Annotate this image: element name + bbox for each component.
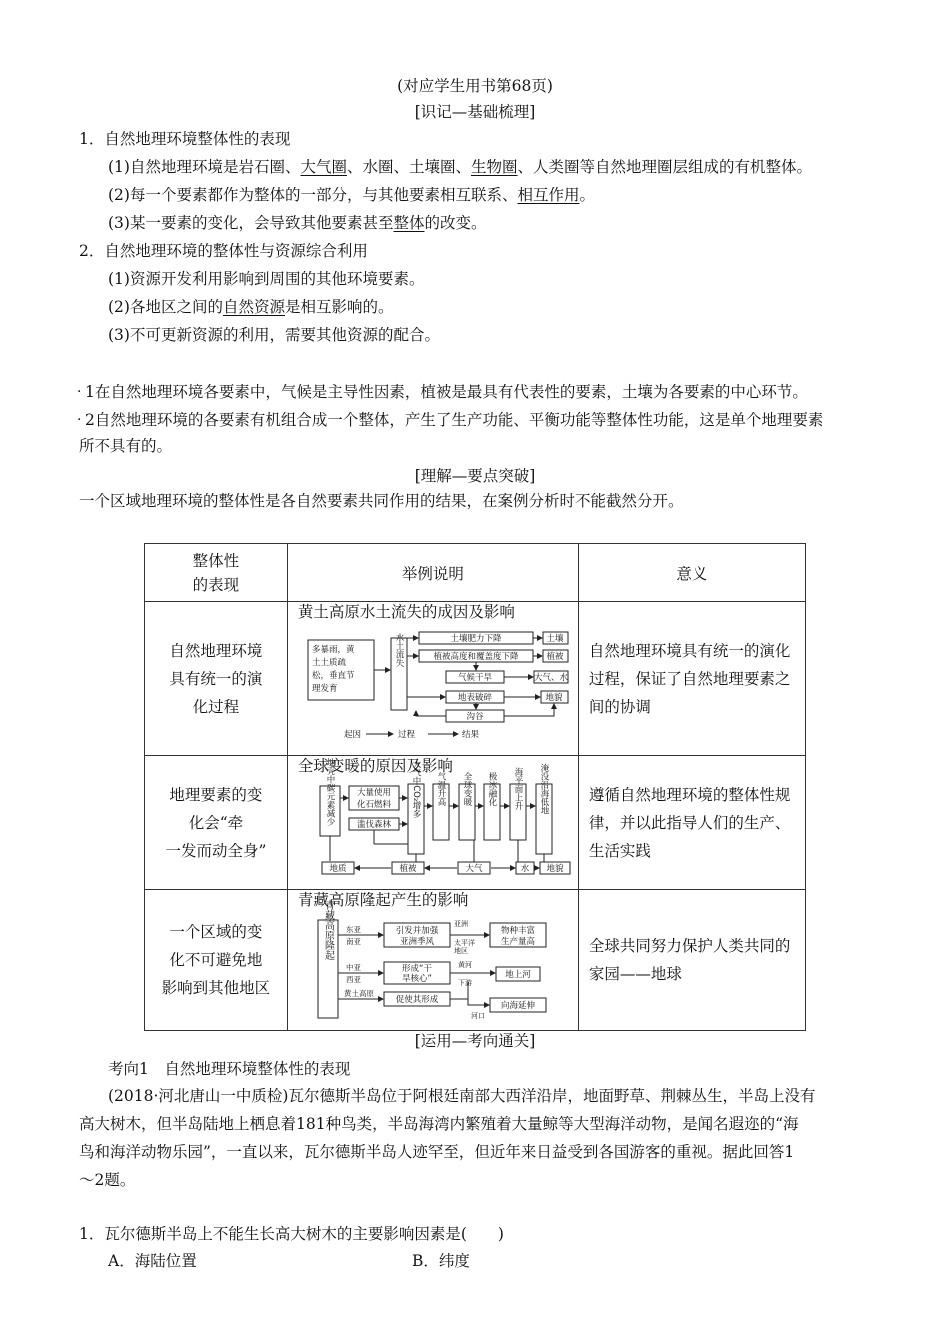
item-2-2: (2)各地区之间的自然资源是相互影响的。 bbox=[108, 298, 394, 316]
diagram-label: 植被 bbox=[399, 864, 417, 874]
soil-erosion-diagram bbox=[288, 602, 578, 755]
diagram-label: 地貌 bbox=[546, 864, 564, 874]
page-reference: (对应学生用书第68页) bbox=[397, 77, 553, 95]
diagram-label: 地区 bbox=[453, 947, 468, 955]
diagram-caption: 黄土高原水土流失的成因及影响 bbox=[297, 603, 515, 621]
diagram-label: 太平洋 bbox=[453, 939, 475, 947]
heading-1: 1．自然地理环境整体性的表现 bbox=[79, 130, 291, 148]
exam-direction-1: 考向1 自然地理环境整体性的表现 bbox=[108, 1060, 351, 1078]
diagram-label: 大气中CO₂增多 bbox=[410, 759, 421, 819]
diagram-label: 东亚 bbox=[345, 925, 361, 934]
item-2-1: (1)资源开发利用影响到周围的其他环境要素。 bbox=[108, 270, 425, 288]
diagram-label: 向海延伸 bbox=[500, 1001, 535, 1011]
passage-line: (2018·河北唐山一中质检)瓦尔德斯半岛位于阿根廷南部大西洋沿岸，地面野草、荆棘丛生，半岛上没有 bbox=[108, 1087, 816, 1105]
passage-line: 高大树木，但半岛陆地上栖息着181种鸟类，半岛海湾内繁殖着大量鲸等大型海洋动物，是闻名遐迩的“海 bbox=[79, 1115, 799, 1133]
diagram-label: 大量使用 bbox=[356, 788, 391, 798]
table-example-cell bbox=[287, 756, 578, 890]
tibet-uplift-diagram bbox=[288, 890, 578, 1030]
diagram-label: 植被 bbox=[546, 652, 564, 662]
item-1-3: (3)某一要素的变化，会导致其他要素甚至整体的改变。 bbox=[108, 214, 487, 232]
diagram-label: 水土流失 bbox=[393, 633, 404, 667]
section-title-apply: [运用—考向通关] bbox=[414, 1032, 536, 1050]
table-row-label: 自然地理环境 具有统一的演 化过程 bbox=[145, 602, 288, 756]
diagram-label: 青藏高原隆起 bbox=[322, 900, 334, 960]
diagram-label: 松，垂直节 bbox=[311, 671, 355, 681]
diagram-label: 极冰融化 bbox=[486, 772, 497, 806]
question-1: 1．瓦尔德斯半岛上不能生长高大树木的主要影响因素是( ) bbox=[79, 1225, 504, 1243]
table-header-cell: 整体性 的表现 bbox=[145, 544, 288, 602]
diagram-label: 地壳中碳元素减少 bbox=[324, 758, 335, 826]
diagram-label: 气候干旱 bbox=[457, 673, 492, 683]
table-meaning-cell: 遵循自然地理环境的整体性规律，并以此指导人们的生产、生活实践 bbox=[578, 756, 805, 890]
passage-line: 鸟和海洋动物乐园”，一直以来，瓦尔德斯半岛人迹罕至，但近年来日益受到各国游客的重视。据此回答1 bbox=[79, 1143, 795, 1161]
diagram-label: 中亚 bbox=[345, 963, 361, 972]
diagram-label: 生产量高 bbox=[500, 937, 535, 947]
diagram-label: 地貌 bbox=[545, 693, 563, 703]
diagram-label: 滥伐森林 bbox=[356, 820, 391, 830]
diagram-label: 亚洲 bbox=[453, 920, 468, 928]
diagram-legend: 起因 bbox=[343, 730, 361, 740]
diagram-label: 大气、水 bbox=[533, 673, 568, 683]
diagram-label: 海平面上升 bbox=[512, 767, 523, 811]
item-2-3: (3)不可更新资源的利用，需要其他资源的配合。 bbox=[108, 326, 440, 344]
section-title-memorize: [识记—基础梳理] bbox=[414, 103, 536, 121]
diagram-label: 促使其形成 bbox=[395, 995, 439, 1005]
table-row-label: 一个区域的变 化不可避免地 影响到其他地区 bbox=[145, 890, 288, 1031]
diagram-caption: 青藏高原隆起产生的影响 bbox=[297, 891, 469, 909]
diagram-label: 旱核心” bbox=[401, 974, 432, 984]
diagram-label: 理发育 bbox=[311, 684, 338, 694]
table-header-cell: 意义 bbox=[578, 544, 805, 602]
note-2: 2自然地理环境的各要素有机组合成一个整体，产生了生产功能、平衡功能等整体性功能，这是单个地理要素 bbox=[85, 411, 824, 429]
diagram-label: 沟谷 bbox=[466, 712, 484, 722]
diagram-label: 大气 bbox=[465, 864, 483, 874]
passage-line: ～2题。 bbox=[79, 1171, 136, 1189]
diagram-label: 淹没沿海低地 bbox=[538, 763, 549, 815]
note-bullet: · bbox=[77, 412, 82, 428]
diagram-label: 黄土高原 bbox=[343, 989, 374, 998]
table-row-label: 地理要素的变 化会“牵 一发而动全身” bbox=[145, 756, 288, 890]
item-1-1: (1)自然地理环境是岩石圈、大气圈、水圈、土壤圈、生物圈、人类圈等自然地理圈层组成的有机整体。 bbox=[108, 158, 813, 176]
diagram-label: 地表破碎 bbox=[457, 693, 492, 703]
diagram-label: 南亚 bbox=[345, 937, 361, 946]
diagram-label: 土土质疏 bbox=[311, 658, 346, 668]
diagram-legend: 结果 bbox=[461, 730, 479, 740]
note-2-cont: 所不具有的。 bbox=[79, 437, 173, 455]
integrity-table bbox=[144, 543, 806, 1031]
section-title-understand: [理解—要点突破] bbox=[414, 467, 536, 485]
note-1: 1在自然地理环境各要素中，气候是主导性因素，植被是最具有代表性的要素，土壤为各要素的中心环节。 bbox=[85, 383, 808, 401]
diagram-label: 全球变暖 bbox=[461, 772, 472, 806]
diagram-caption: 全球变暖的原因及影响 bbox=[297, 757, 453, 775]
diagram-label: 气温升高 bbox=[435, 772, 446, 806]
diagram-label: 下游 bbox=[457, 979, 472, 987]
diagram-label: 植被高度和覆盖度下降 bbox=[433, 652, 519, 662]
diagram-label: 引发并加强 bbox=[395, 926, 439, 936]
section-intro: 一个区域地理环境的整体性是各自然要素共同作用的结果，在案例分析时不能截然分开。 bbox=[79, 492, 684, 510]
table-example-cell bbox=[287, 890, 578, 1031]
diagram-label: 地质 bbox=[329, 864, 347, 874]
diagram-label: 土壤 bbox=[546, 634, 564, 644]
table-meaning-cell: 自然地理环境具有统一的演化过程，保证了自然地理要素之间的协调 bbox=[578, 602, 805, 756]
diagram-label: 水 bbox=[520, 864, 530, 874]
diagram-label: 土壤肥力下降 bbox=[450, 634, 502, 644]
diagram-label: 形成“干 bbox=[401, 964, 432, 974]
table-header-cell: 举例说明 bbox=[287, 544, 578, 602]
heading-2: 2．自然地理环境的整体性与资源综合利用 bbox=[79, 242, 368, 260]
item-1-2: (2)每一个要素都作为整体的一部分，与其他要素相互联系、相互作用。 bbox=[108, 186, 595, 204]
diagram-label: 化石燃料 bbox=[356, 800, 391, 810]
diagram-label: 西亚 bbox=[345, 975, 361, 984]
table-meaning-cell: 全球共同努力保护人类共同的家园——地球 bbox=[578, 890, 805, 1031]
diagram-label: 地上河 bbox=[505, 970, 531, 980]
note-bullet: · bbox=[77, 384, 82, 400]
diagram-label: 黄河 bbox=[457, 961, 472, 969]
diagram-legend: 过程 bbox=[397, 730, 415, 740]
diagram-label: 多暴雨，黄 bbox=[311, 645, 355, 655]
diagram-label: 河口 bbox=[470, 1012, 485, 1020]
option-b[interactable]: B．纬度 bbox=[412, 1252, 470, 1270]
diagram-label: 物种丰富 bbox=[500, 926, 535, 936]
table-example-cell bbox=[287, 602, 578, 756]
diagram-label: 亚洲季风 bbox=[399, 937, 434, 947]
option-a[interactable]: A．海陆位置 bbox=[108, 1252, 197, 1270]
